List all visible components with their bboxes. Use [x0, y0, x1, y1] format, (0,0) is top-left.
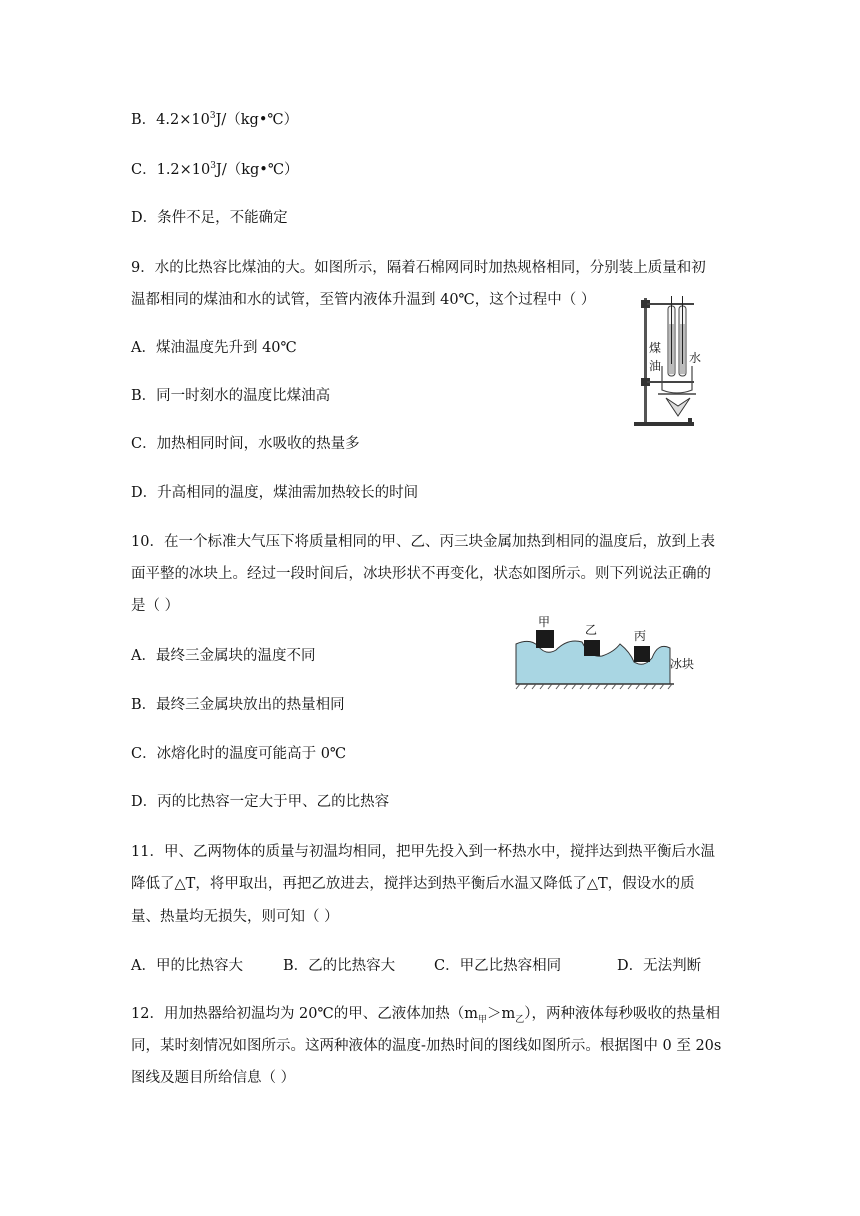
q12-stem-line1: 12．用加热器给初温均为 20℃的甲、乙液体加热$(m_甲>m_乙)$，两种液体每秒吸收的热量相: [131, 1006, 721, 1025]
q10-label-ice: 冰块: [670, 657, 695, 671]
q8-option-b: B．$4.2\times 10^3J/(kg•℃)$: [131, 111, 299, 128]
q10-option-b: B．最终三金属块放出的热量相同: [131, 697, 345, 713]
q11-option-c: C．甲乙比热容相同: [434, 958, 562, 974]
q8-option-d: D．条件不足，不能确定: [131, 210, 288, 226]
q10-option-c: C．冰熔化时的温度可能高于 0℃: [131, 746, 347, 762]
q12-stem-line3: 图线及题目所给信息（ ）: [131, 1070, 296, 1086]
q11-option-a: A．甲的比热容大: [131, 958, 243, 974]
q10-stem-line2: 面平整的冰块上。经过一段时间后，冰块形状不再变化，状态如图所示。则下列说法正确的: [131, 566, 711, 582]
q8-option-c: C．$1.2\times 10^3J/(kg•℃)$: [131, 161, 299, 178]
q11-stem-line2: 降低了△T，将甲取出，再把乙放进去，搅拌达到热平衡后水温又降低了△T，假设水的质: [131, 876, 695, 892]
q10-figure-ice-block: [512, 612, 702, 692]
q9-option-d: D．升高相同的温度，煤油需加热较长的时间: [131, 485, 419, 501]
q9-label-kerosene-2: 油: [649, 359, 662, 373]
q9-option-b: B．同一时刻水的温度比煤油高: [131, 388, 331, 404]
q9-label-kerosene-1: 煤: [649, 341, 662, 355]
q9-option-a: A．煤油温度先升到 40℃: [131, 340, 297, 356]
q9-stem-line2: 温都相同的煤油和水的试管，至管内液体升温到 40℃，这个过程中（ ）: [131, 292, 596, 308]
q9-option-c: C．加热相同时间，水吸收的热量多: [131, 436, 360, 452]
q11-option-d: D．无法判断: [617, 958, 702, 974]
q10-label-jia: 甲: [538, 615, 551, 629]
test-tube-apparatus-image: [632, 294, 712, 430]
q10-stem-line3: 是（ ）: [131, 598, 180, 614]
q10-label-yi: 乙: [585, 623, 598, 637]
q10-option-a: A．最终三金属块的温度不同: [131, 648, 316, 664]
q11-stem-line3: 量、热量均无损失，则可知（ ）: [131, 909, 339, 925]
q12-stem-line2: 同，某时刻情况如图所示。这两种液体的温度-加热时间的图线如图所示。根据图中 0 至 20s: [131, 1038, 722, 1054]
q11-option-b: B．乙的比热容大: [283, 958, 396, 974]
q9-stem-line1: 9．水的比热容比煤油的大。如图所示，隔着石棉网同时加热规格相同，分别装上质量和初: [131, 260, 706, 276]
q9-label-water: 水: [689, 351, 702, 365]
q9-figure-test-tubes: [632, 294, 712, 430]
ice-block-image: [512, 612, 702, 692]
q10-stem-line1: 10．在一个标准大气压下将质量相同的甲、乙、丙三块金属加热到相同的温度后，放到上表: [131, 534, 715, 550]
q10-label-bing: 丙: [634, 629, 647, 643]
q11-stem-line1: 11．甲、乙两物体的质量与初温均相同，把甲先投入到一杯热水中，搅拌达到热平衡后水温: [131, 844, 715, 860]
q10-option-d: D．丙的比热容一定大于甲、乙的比热容: [131, 794, 390, 810]
